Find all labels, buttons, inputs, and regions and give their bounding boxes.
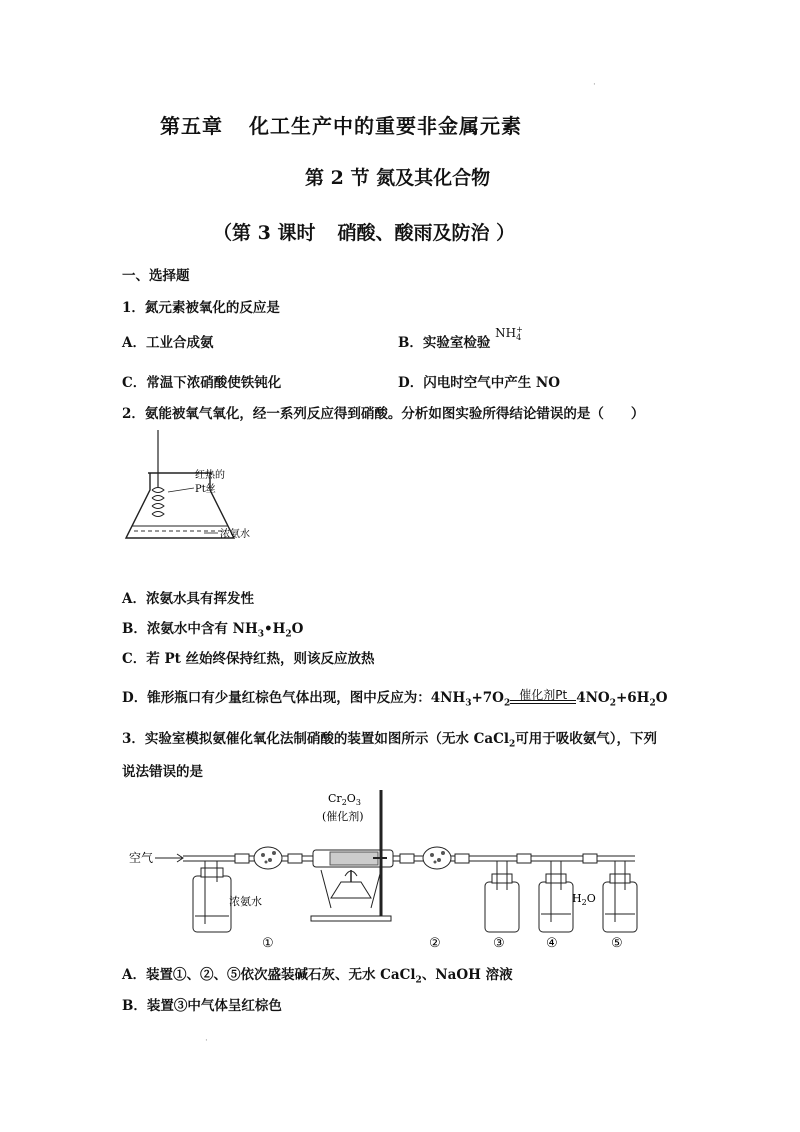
q1-option-a: A．工业合成氨 bbox=[122, 335, 214, 351]
q2-option-a: A．浓氨水具有挥发性 bbox=[122, 591, 254, 607]
flask-figure bbox=[122, 428, 252, 548]
q1-option-b: B．实验室检验 NH + 4 bbox=[398, 324, 523, 351]
label-catalyst-formula: $Cr_2O_3$ bbox=[328, 792, 361, 807]
chapter-title: 第五章 化工生产中的重要非金属元素 bbox=[160, 114, 522, 138]
label-pt-wire: Pt丝 bbox=[195, 484, 216, 495]
lesson-title: （第 3 课时 硝酸、酸雨及防治 ） bbox=[213, 222, 516, 244]
q3-stem-line2: 说法错误的是 bbox=[122, 764, 203, 780]
q3-stem-line1: 3．实验室模拟氨催化氧化法制硝酸的装置如图所示（无水 CaCl$_2$可用于吸收氨气），下列 bbox=[122, 731, 657, 750]
q3-option-b: B．装置③中气体呈红棕色 bbox=[122, 998, 282, 1014]
q3-option-a: A．装置①、②、⑤依次盛装碱石灰、无水 CaCl$_2$、NaOH 溶液 bbox=[122, 967, 513, 986]
label-num4: ④ bbox=[546, 936, 558, 950]
q1-option-c: C．常温下浓硝酸使铁钝化 bbox=[122, 375, 282, 391]
scan-dot-2: · bbox=[205, 1036, 208, 1046]
label-conc-ammonia: 浓氨水 bbox=[229, 895, 262, 908]
label-num5: ⑤ bbox=[611, 936, 623, 950]
label-water: $H_2O$ bbox=[572, 892, 596, 907]
ammonium-ion: NH + 4 bbox=[495, 324, 523, 342]
q1-option-d: D．闪电时空气中产生 NO bbox=[398, 375, 561, 391]
scan-dot: · bbox=[593, 80, 596, 90]
apparatus-figure bbox=[125, 790, 645, 950]
label-catalyst-note: (催化剂) bbox=[322, 810, 364, 823]
label-num3: ③ bbox=[493, 936, 505, 950]
label-air: 空气 bbox=[129, 851, 154, 865]
label-red-hot: 红热的 bbox=[195, 470, 225, 481]
label-ammonia: 浓氨水 bbox=[220, 529, 250, 540]
q2-option-b: B．浓氨水中含有 $NH_3•H_2O$ bbox=[122, 621, 304, 640]
catalyst-equals-sign: 催化剂Pt bbox=[510, 700, 576, 709]
label-num2: ② bbox=[429, 936, 441, 950]
q2-stem: 2．氨能被氧气氧化，经一系列反应得到硝酸。分析如图实验所得结论错误的是（ ） bbox=[122, 406, 645, 422]
section-heading: 一、选择题 bbox=[122, 268, 190, 284]
label-num1: ① bbox=[262, 936, 274, 950]
q2-option-c: C．若 Pt 丝始终保持红热，则该反应放热 bbox=[122, 651, 375, 667]
q2-option-d: D．锥形瓶口有少量红棕色气体出现，图中反应为：$4NH_3+7O_2$ 催化剂Pt $4NO_2+6H_2O$ bbox=[122, 687, 668, 709]
q1-stem: 1．氮元素被氧化的反应是 bbox=[122, 300, 280, 316]
section-title: 第 2 节 氮及其化合物 bbox=[305, 167, 491, 189]
